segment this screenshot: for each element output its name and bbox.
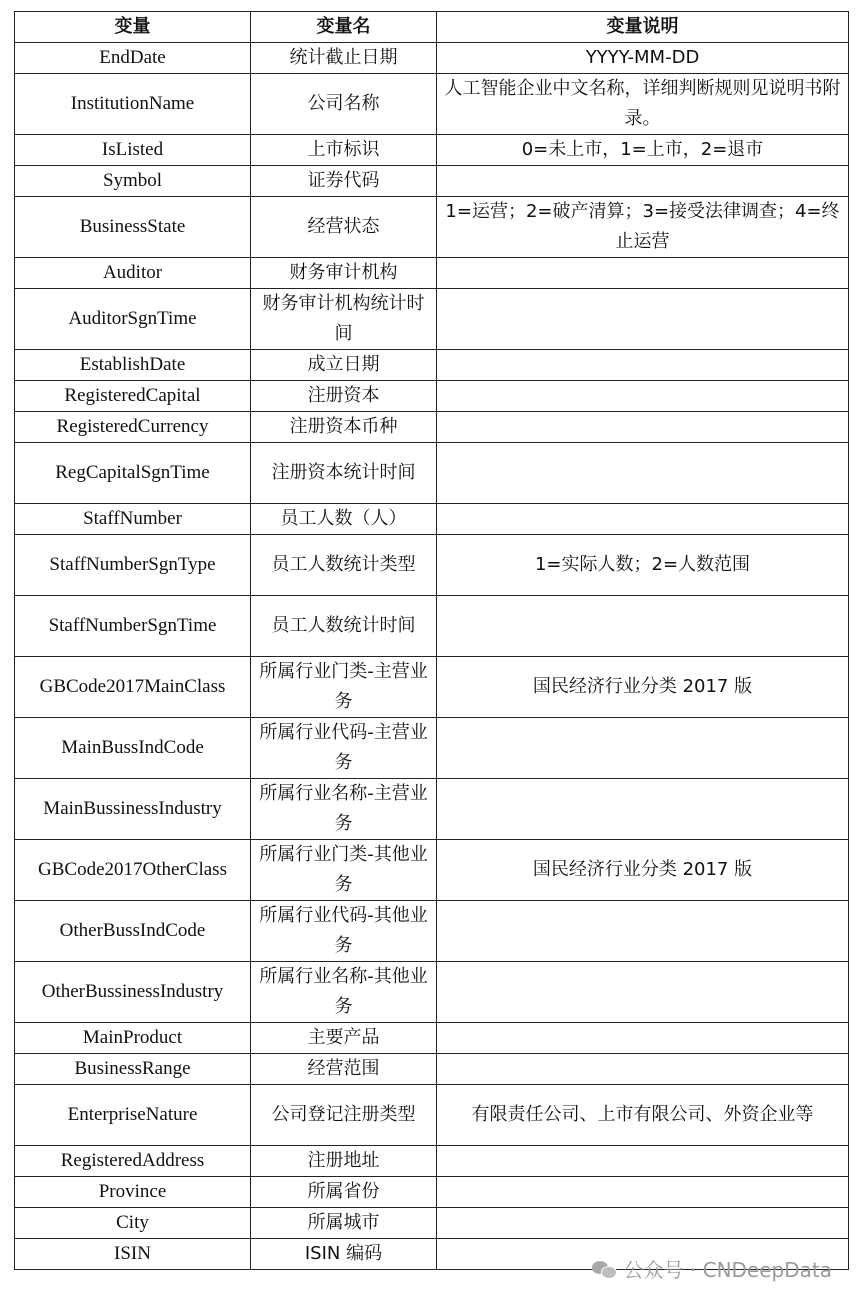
variable-description-cell (437, 443, 849, 504)
variable-cell: MainBussIndCode (15, 718, 251, 779)
variable-description-cell (437, 504, 849, 535)
table-header-row (15, 12, 849, 43)
watermark (592, 1254, 832, 1283)
variable-cell: StaffNumberSgnType (15, 535, 251, 596)
variable-description-cell (437, 1054, 849, 1085)
variable-cell: EndDate (15, 43, 251, 74)
wechat-icon (592, 1259, 616, 1279)
variable-description-cell (437, 1177, 849, 1208)
table-row (15, 504, 849, 535)
variable-description-cell (437, 258, 849, 289)
table-row (15, 1054, 849, 1085)
table-body (15, 43, 849, 1270)
variable-cell: Auditor (15, 258, 251, 289)
table-row (15, 1177, 849, 1208)
header-variable: 变量 (15, 12, 251, 43)
variable-name-cell: 统计截止日期 (251, 43, 437, 74)
variable-name-cell: 所属行业门类-其他业务 (251, 840, 437, 901)
variable-cell: AuditorSgnTime (15, 289, 251, 350)
variable-cell: Symbol (15, 166, 251, 197)
variable-description-cell (437, 381, 849, 412)
table-row (15, 718, 849, 779)
table-row (15, 596, 849, 657)
variable-name-cell: 注册资本 (251, 381, 437, 412)
variable-name-cell: 所属行业门类-主营业务 (251, 657, 437, 718)
variable-cell: RegisteredCapital (15, 381, 251, 412)
variable-cell: City (15, 1208, 251, 1239)
watermark-text: 公众号 · CNDeepData (623, 1258, 832, 1282)
table-row (15, 135, 849, 166)
variable-cell: EnterpriseNature (15, 1085, 251, 1146)
table-row (15, 443, 849, 504)
table-row (15, 535, 849, 596)
variable-description-cell: 国民经济行业分类 2017 版 (437, 657, 849, 718)
table-row (15, 166, 849, 197)
variable-cell: OtherBussinessIndustry (15, 962, 251, 1023)
variable-cell: RegisteredCurrency (15, 412, 251, 443)
variable-cell: MainBussinessIndustry (15, 779, 251, 840)
variable-cell: Province (15, 1177, 251, 1208)
variable-description-cell: 1=运营；2=破产清算；3=接受法律调查；4=终止运营 (437, 197, 849, 258)
variable-name-cell: 公司名称 (251, 74, 437, 135)
table-row (15, 350, 849, 381)
variable-cell: BusinessRange (15, 1054, 251, 1085)
variable-description-cell (437, 1023, 849, 1054)
variable-cell: MainProduct (15, 1023, 251, 1054)
variable-name-cell: 经营状态 (251, 197, 437, 258)
variable-name-cell: 员工人数（人） (251, 504, 437, 535)
variable-name-cell: 注册资本统计时间 (251, 443, 437, 504)
table-row (15, 197, 849, 258)
variable-name-cell: 所属城市 (251, 1208, 437, 1239)
table-row (15, 840, 849, 901)
header-variable-name: 变量名 (251, 12, 437, 43)
variable-cell: StaffNumberSgnTime (15, 596, 251, 657)
variable-cell: InstitutionName (15, 74, 251, 135)
table-row (15, 1085, 849, 1146)
table-row (15, 657, 849, 718)
table-row (15, 1208, 849, 1239)
variable-name-cell: 所属行业代码-其他业务 (251, 901, 437, 962)
variable-name-cell: 证券代码 (251, 166, 437, 197)
variable-name-cell: 成立日期 (251, 350, 437, 381)
variable-table (14, 11, 849, 1270)
header-variable-description: 变量说明 (437, 12, 849, 43)
variable-description-cell: 1=实际人数；2=人数范围 (437, 535, 849, 596)
variable-description-cell: 0=未上市，1=上市，2=退市 (437, 135, 849, 166)
variable-description-cell: 国民经济行业分类 2017 版 (437, 840, 849, 901)
table-row (15, 412, 849, 443)
variable-description-cell: YYYY-MM-DD (437, 43, 849, 74)
variable-cell: EstablishDate (15, 350, 251, 381)
variable-name-cell: 所属行业名称-主营业务 (251, 779, 437, 840)
variable-description-cell: 有限责任公司、上市有限公司、外资企业等 (437, 1085, 849, 1146)
variable-name-cell: 员工人数统计时间 (251, 596, 437, 657)
variable-cell: BusinessState (15, 197, 251, 258)
variable-description-cell (437, 962, 849, 1023)
variable-description-cell (437, 718, 849, 779)
variable-description-cell (437, 412, 849, 443)
variable-description-cell (437, 289, 849, 350)
variable-description-cell (437, 779, 849, 840)
variable-cell: ISIN (15, 1239, 251, 1270)
variable-name-cell: 财务审计机构 (251, 258, 437, 289)
variable-cell: OtherBussIndCode (15, 901, 251, 962)
variable-cell: IsListed (15, 135, 251, 166)
variable-description-cell (437, 166, 849, 197)
variable-cell: RegCapitalSgnTime (15, 443, 251, 504)
table-row (15, 258, 849, 289)
table-row (15, 1146, 849, 1177)
variable-name-cell: 员工人数统计类型 (251, 535, 437, 596)
table-row (15, 1023, 849, 1054)
variable-cell: GBCode2017MainClass (15, 657, 251, 718)
variable-name-cell: 财务审计机构统计时间 (251, 289, 437, 350)
variable-name-cell: ISIN 编码 (251, 1239, 437, 1270)
variable-name-cell: 注册地址 (251, 1146, 437, 1177)
variable-cell: StaffNumber (15, 504, 251, 535)
table-row (15, 74, 849, 135)
variable-description-cell (437, 1146, 849, 1177)
variable-name-cell: 公司登记注册类型 (251, 1085, 437, 1146)
document-page (14, 11, 848, 1270)
variable-description-cell (437, 1208, 849, 1239)
variable-name-cell: 所属行业名称-其他业务 (251, 962, 437, 1023)
variable-cell: GBCode2017OtherClass (15, 840, 251, 901)
table-row (15, 901, 849, 962)
variable-cell: RegisteredAddress (15, 1146, 251, 1177)
variable-description-cell (437, 350, 849, 381)
variable-description-cell (437, 596, 849, 657)
table-row (15, 381, 849, 412)
variable-name-cell: 所属行业代码-主营业务 (251, 718, 437, 779)
table-row (15, 43, 849, 74)
variable-name-cell: 主要产品 (251, 1023, 437, 1054)
table-row (15, 289, 849, 350)
variable-name-cell: 所属省份 (251, 1177, 437, 1208)
table-row (15, 962, 849, 1023)
variable-name-cell: 上市标识 (251, 135, 437, 166)
variable-name-cell: 注册资本币种 (251, 412, 437, 443)
variable-name-cell: 经营范围 (251, 1054, 437, 1085)
variable-description-cell (437, 901, 849, 962)
variable-description-cell: 人工智能企业中文名称，详细判断规则见说明书附录。 (437, 74, 849, 135)
table-row (15, 779, 849, 840)
